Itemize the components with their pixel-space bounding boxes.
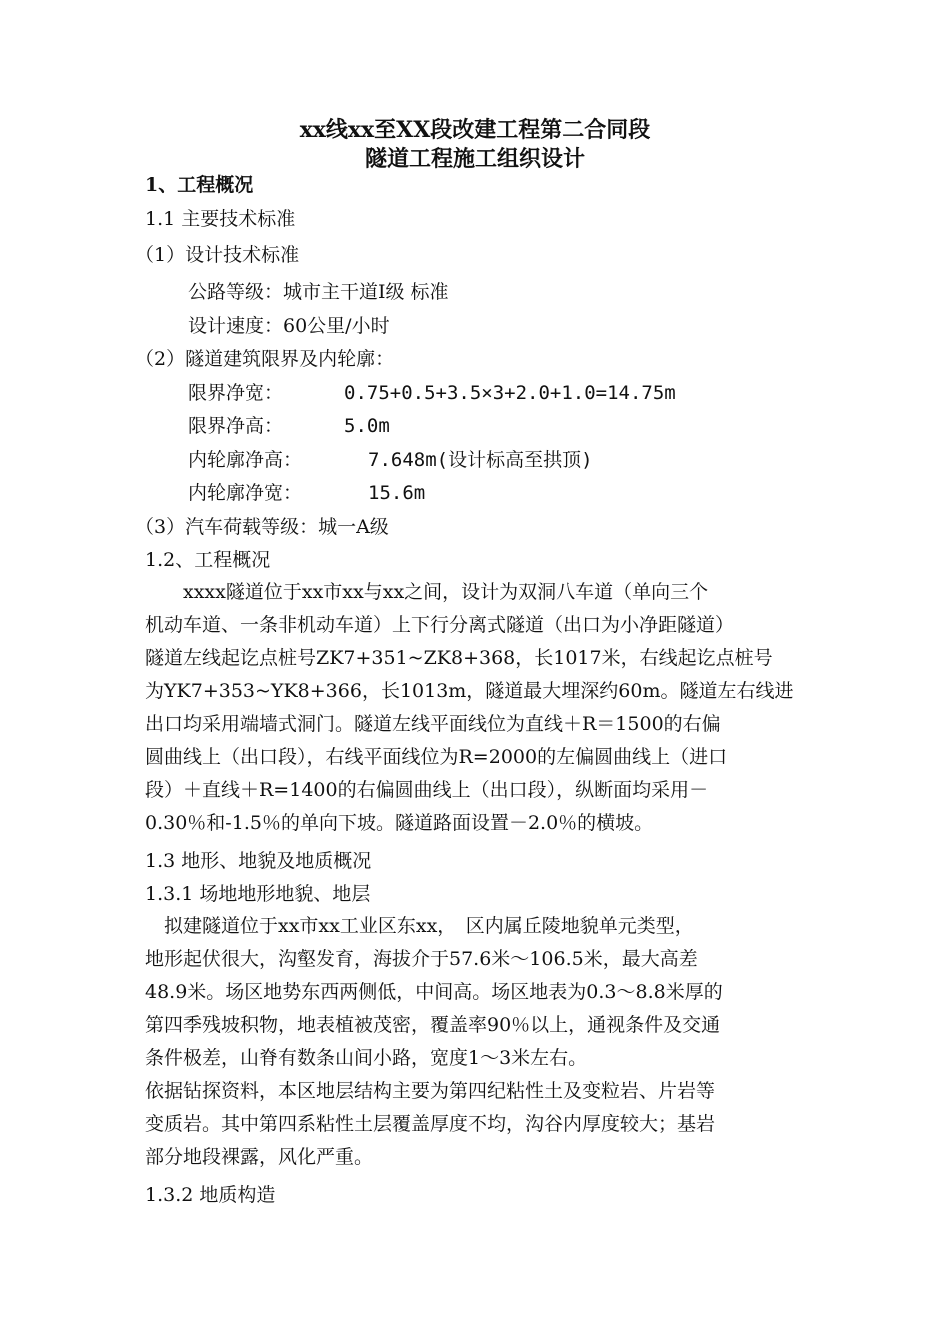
document-title-line-1: xx线xx至XX段改建工程第二合同段 — [299, 117, 651, 143]
clearance-width-label: 限界净宽： — [188, 382, 284, 404]
overview-line: 机动车道、一条非机动车道）上下行分离式隧道（出口为小净距隧道） — [145, 614, 735, 636]
document-title-line-2: 隧道工程施工组织设计 — [364, 146, 585, 172]
list-item-3: （3）汽车荷载等级：城一A级 — [135, 516, 389, 538]
subsection-heading-1-3: 1.3 地形、地貌及地质概况 — [145, 850, 372, 872]
overview-line: 出口均采用端墙式洞门。隧道左线平面线位为直线＋R＝1500的右偏 — [145, 713, 721, 735]
terrain-line: 依据钻探资料，本区地层结构主要为第四纪粘性土及变粒岩、片岩等 — [145, 1080, 716, 1102]
terrain-line: 48.9米。场区地势东西两侧低，中间高。场区地表为0.3～8.8米厚的 — [145, 981, 723, 1003]
overview-paragraph — [145, 576, 810, 840]
terrain-line: 地形起伏很大，沟壑发育，海拔介于57.6米～106.5米，最大高差 — [145, 948, 698, 970]
overview-line: 隧道左线起讫点桩号ZK7+351~ZK8+368，长1017米，右线起讫点桩号 — [145, 647, 773, 669]
subsection-heading-1-3-2: 1.3.2 地质构造 — [145, 1184, 276, 1206]
terrain-line: 变质岩。其中第四系粘性土层覆盖厚度不均，沟谷内厚度较大；基岩 — [145, 1113, 716, 1135]
road-grade-text: 公路等级：城市主干道Ⅰ级 标准 — [188, 281, 449, 303]
design-speed-text: 设计速度：60公里/小时 — [188, 315, 390, 337]
section-heading-1: 1、工程概况 — [145, 174, 254, 196]
overview-line: xxxx隧道位于xx市xx与xx之间，设计为双洞八车道（单向三个 — [145, 581, 709, 603]
list-item-2: （2）隧道建筑限界及内轮廓： — [135, 348, 395, 370]
inner-profile-width-value: 15.6m — [368, 482, 426, 504]
terrain-paragraph — [145, 910, 810, 1174]
terrain-line: 第四季残坡积物，地表植被茂密，覆盖率90％以上，通视条件及交通 — [145, 1014, 721, 1036]
clearance-width-value: 0.75+0.5+3.5×3+2.0+1.0=14.75m — [344, 382, 676, 404]
terrain-line: 条件极差，山脊有数条山间小路，宽度1～3米左右。 — [145, 1047, 588, 1069]
subsection-heading-1-2: 1.2、工程概况 — [145, 549, 271, 571]
list-item-1: （1）设计技术标准 — [135, 244, 300, 266]
inner-profile-height-value: 7.648m(设计标高至拱顶) — [368, 449, 593, 471]
terrain-line: 拟建隧道位于xx市xx工业区东xx， 区内属丘陵地貌单元类型， — [145, 915, 694, 937]
overview-line: 为YK7+353~YK8+366，长1013m，隧道最大埋深约60m。隧道左右线进 — [145, 680, 794, 702]
inner-profile-width-label: 内轮廓净宽： — [188, 482, 303, 504]
terrain-line: 部分地段裸露，风化严重。 — [145, 1146, 374, 1168]
overview-line: 0.30％和-1.5％的单向下坡。隧道路面设置－2.0％的横坡。 — [145, 812, 654, 834]
subsection-heading-1-1: 1.1 主要技术标准 — [145, 208, 296, 230]
clearance-height-value: 5.0m — [344, 415, 390, 437]
inner-profile-height-label: 内轮廓净高： — [188, 449, 303, 471]
overview-line: 段）＋直线＋R=1400的右偏圆曲线上（出口段），纵断面均采用－ — [145, 779, 709, 801]
clearance-height-label: 限界净高： — [188, 415, 284, 437]
subsection-heading-1-3-1: 1.3.1 场地地形地貌、地层 — [145, 883, 371, 905]
overview-line: 圆曲线上（出口段），右线平面线位为R=2000的左偏圆曲线上（进口 — [145, 746, 728, 768]
